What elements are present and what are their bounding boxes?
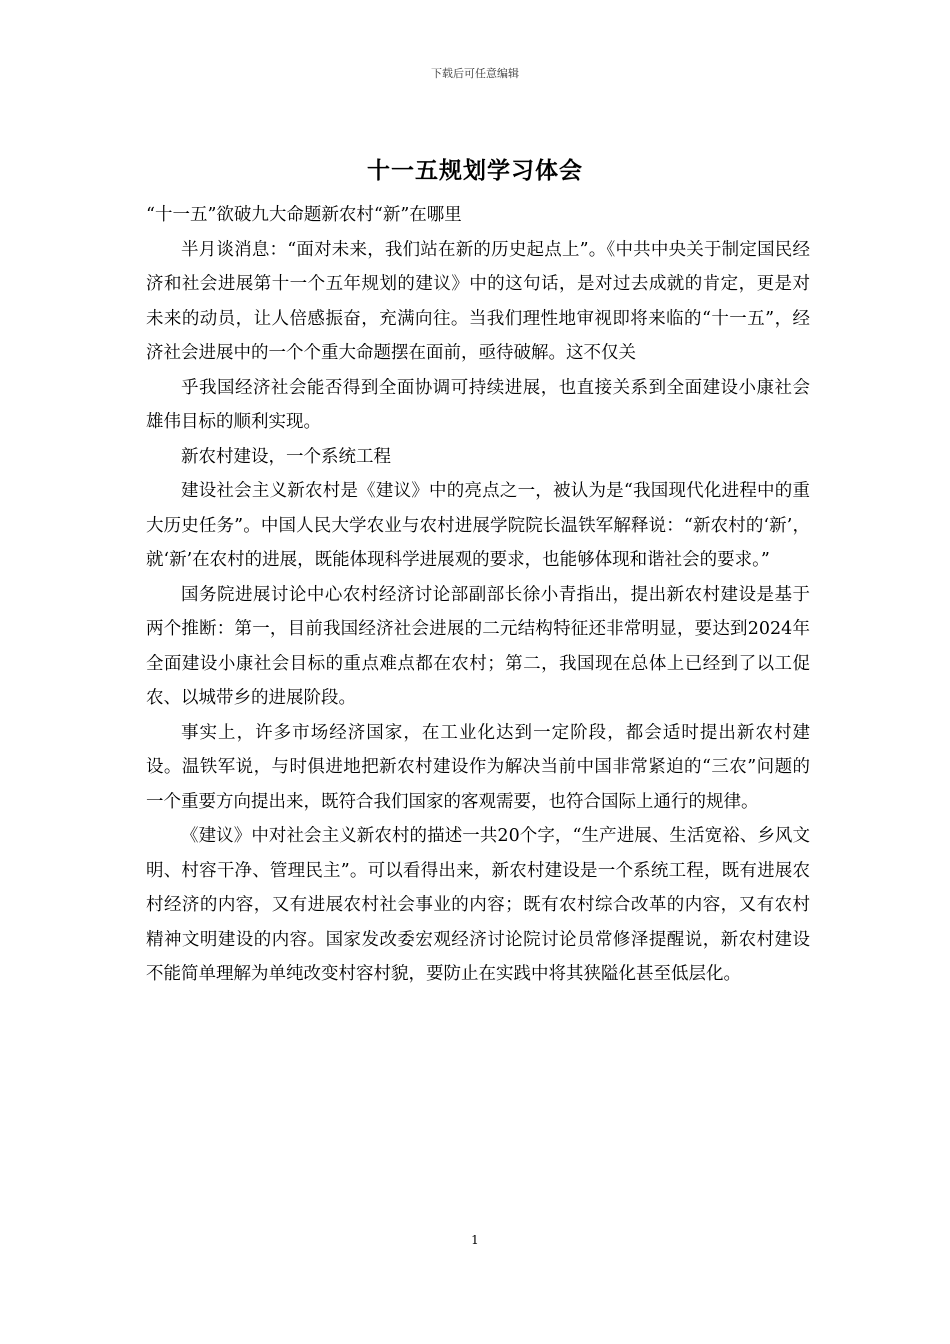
- paragraph: 《建议》中对社会主义新农村的描述一共20个字，“生产进展、生活宽裕、乡风文明、村容干净、管理民主”。可以看得出来，新农村建设是一个系统工程，既有进展农村经济的内容，又有进展农村社会事业的内容；既有农村综合改革的内容，又有农村精神文明建设的内容。国家发改委宏观经济讨论院讨论员常修泽提醒说，新农村建设不能简单理解为单纯改变村容村貌，要防止在实践中将其狭隘化甚至低层化。: [146, 826, 810, 984]
- page-header: 下载后可任意编辑: [431, 67, 519, 80]
- paragraph-subtitle: “十一五”欲破九大命题新农村“新”在哪里: [146, 205, 462, 225]
- document-body: [146, 198, 810, 992]
- document-title: 十一五规划学习体会: [367, 157, 583, 184]
- paragraph: 事实上，许多市场经济国家，在工业化达到一定阶段，都会适时提出新农村建设。温铁军说，与时俱进地把新农村建设作为解决当前中国非常紧迫的“三农”问题的一个重要方向提出来，既符合我们国家的客观需要，也符合国际上通行的规律。: [146, 722, 810, 812]
- paragraph: 乎我国经济社会能否得到全面协调可持续进展，也直接关系到全面建设小康社会雄伟目标的顺利实现。: [146, 377, 810, 432]
- section-heading: 新农村建设，一个系统工程: [181, 446, 391, 467]
- paragraph: 建设社会主义新农村是《建议》中的亮点之一，被认为是“我国现代化进程中的重大历史任务”。中国人民大学农业与农村进展学院院长温铁军解释说：“新农村的‘新’，就‘新’在农村的进展，既能体现科学进展观的要求，也能够体现和谐社会的要求。”: [146, 481, 810, 570]
- paragraph: 国务院进展讨论中心农村经济讨论部副部长徐小青指出，提出新农村建设是基于两个推断：第一，目前我国经济社会进展的二元结构特征还非常明显，要达到2024年全面建设小康社会目标的重点难点都在农村；第二，我国现在总体上已经到了以工促农、以城带乡的进展阶段。: [146, 584, 810, 708]
- paragraph: 半月谈消息：“面对未来，我们站在新的历史起点上”。《中共中央关于制定国民经济和社会进展第十一个五年规划的建议》中的这句话，是对过去成就的肯定，更是对未来的动员，让人倍感振奋，充满向往。当我们理性地审视即将来临的“十一五”，经济社会进展中的一个个重大命题摆在面前，亟待破解。这不仅关: [146, 239, 810, 363]
- page-number: 1: [471, 1233, 479, 1247]
